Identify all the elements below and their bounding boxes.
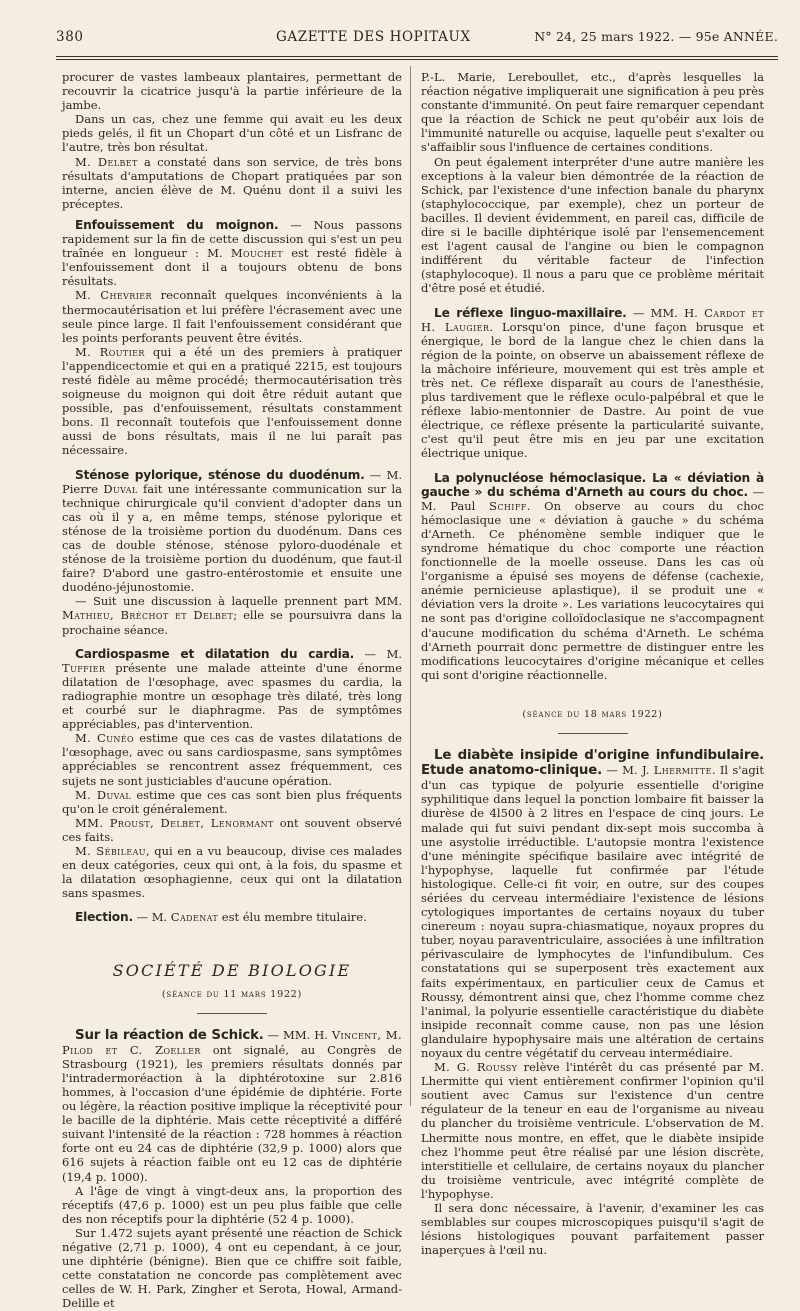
paragraph-text: . On observe au cours du choc hémoclasique une « déviation à gauche » du schéma d'Arneth. Ce phénomène semble indiquer que le syndrome hématique du choc comporte une réaction fonctionnelle de la moelle osseuse. Dans les cas où l'organisme a épuisé ses moyens de défense (cachexie, anémie pernicieuse aplastique), il se produit une « déviation vers la droite ». Les variations leucocytaires qui ne sont pas d'origine colloïdoclasique ne s'accompagnent d'aucune modification du schéma d'Arneth. Le schéma d'Arneth pourrait donc permettre de distinguer entre les modifications leucocytaires d'origine mécanique et celles qui sont d'origine réactionnelle. (421, 498, 764, 682)
column-divider (410, 66, 411, 1106)
paragraph-text: — Nous passons rapidement sur la fin de cette discussion qui s'est un peu traînée en longueur : M. (62, 217, 402, 261)
paragraph-text: estime que ces cas sont bien plus fréquents qu'on le croit généralement. (62, 787, 402, 816)
paragraph (62, 844, 402, 900)
author-name: Cadenat (170, 910, 219, 925)
paragraph-text: qui a été un des premiers à pratiquer l'appendicectomie et qui en a pratiqué 2215, est toujours resté fidèle au même procédé; thermocautérisation très soigneuse du moignon qui doit être réduit autant que possible, pas d'enfouissement, résultats constamment bons. Il reconnaît toutefois que l'enfouissement donne aussi de bons résultats, mais il ne lui paraît pas nécessaire. (62, 344, 403, 458)
page-header (56, 29, 778, 49)
author-name: M. Cunéo (75, 731, 134, 746)
author-names: Vincent, M. Pilod et C. Zoeller (62, 1027, 402, 1057)
paragraph (62, 816, 402, 844)
right-column (421, 70, 765, 1258)
paragraph-text: présente une malade atteinte d'une énorme dilatation de l'œsophage, avec spasmes du cardia, la radiographie montre un œsophage très dilaté, très long et courbé sur le diaphragme. Pas de symptômes appréciables, pas d'intervention. (62, 660, 402, 732)
paragraph (421, 1060, 764, 1201)
issue-info: N° 24, 25 mars 1922. — 95e ANNÉE. (534, 29, 778, 44)
author-names: Cardot et H. Laugier (421, 305, 765, 334)
author-name: M. Routier (75, 344, 145, 359)
paragraph (62, 345, 402, 458)
paragraph (62, 155, 402, 211)
society-title: SOCIÉTÉ DE BIOLOGIE (112, 961, 352, 981)
paragraph: On peut également interpréter d'une autre manière les exceptions à la valeur bien démontrée de la réaction de Schick, par l'existence d'une infection banale du pharynx (staphylococcique, par exemple), chez un porteur de bacilles. Il devient évidemment, en pareil cas, difficile de dire si le bacille diphtérique isolé par l'ensemencement est l'agent causal de l'angine ou bien le compagnon indifférent du véritable facteur de l'infection (staphylocoque). Il nous a paru que ce problème méritait d'être posé et étudié. (421, 154, 764, 296)
paragraph-text: estime que ces cas de vastes dilatations de l'œsophage, avec ou sans cardiospasme, sans symptômes appréciables se rencontrent assez fréquemment, ces sujets ne sont justiciables d'aucune opération. (62, 731, 402, 788)
author-name: Lhermitte (653, 763, 712, 778)
paragraph-text: reconnaît quelques inconvénients à la thermocautérisation et lui préfère l'écrasement avec une seule pince large. Il fait l'enfouissement considérant que les points perforants peuvent être évités. (62, 288, 402, 345)
paragraph-text: est élu membre titulaire. (218, 910, 367, 925)
section-enfouissement (62, 218, 402, 288)
author-name: M. Chevrier (75, 288, 152, 303)
paragraph-text: , qui en a vu beaucoup, divise ces malades en deux catégories, ceux qui ont, à la fois, du spasme et la dilatation œsophagienne, ceux qui ont la dilatation sans spasmes. (62, 843, 403, 901)
author-name: M. Duval (75, 787, 132, 802)
paragraph: procurer de vastes lambeaux plantaires, permettant de recouvrir la cicatrice jusqu'à la partie inférieure de la jambe. (62, 70, 402, 113)
section-heading: Enfouissement du moignon. (75, 217, 279, 232)
section-rule (197, 1013, 267, 1014)
author-name: M. Sébileau (75, 843, 146, 858)
section-heading: Sur la réaction de Schick. (75, 1027, 264, 1043)
header-rule-thin (56, 59, 778, 60)
paragraph (62, 731, 402, 787)
section-heading: Le réflexe linguo-maxillaire. (434, 305, 627, 320)
section-schick (62, 1028, 402, 1184)
session-date: (séance du 11 mars 1922) (161, 988, 303, 1000)
paragraph-text: — M. Paul (421, 484, 765, 513)
section-stenose (62, 468, 402, 595)
section-cardiospasme (62, 647, 402, 732)
journal-title: GAZETTE DES HOPITAUX (276, 29, 471, 45)
section-heading: Sténose pylorique, sténose du duodénum. (75, 467, 365, 482)
section-diabete (421, 748, 764, 1060)
paragraph-text: — M. Pierre (62, 467, 402, 496)
paragraph-text: fait une intéressante communication sur la technique chirurgicale qu'il convient d'adopter dans un cas où il y a, en même temps, sténose pylorique et sténose de la troisième portion du duodénum. Dans ces cas de double sténose, sténose pyloro-duodénale et sténose de la troisième portion du duodénum, que faut-il faire? D'abord une gastro-entérostomie et ensuite une duodéno-jéjunostomie. (62, 481, 402, 595)
author-name: Mouchet (230, 246, 283, 261)
page-number: 380 (56, 29, 84, 45)
author-name: Duval (103, 481, 138, 496)
paragraph-text: a constaté dans son service, de très bons résultats d'amputations de Chopart pratiquées par son interne, ancien élève de M. Quénu dont il a suivi les préceptes. (62, 154, 402, 211)
author-name: M. G. Roussy (434, 1060, 518, 1075)
paragraph: Il sera donc nécessaire, à l'avenir, d'examiner les cas semblables sur coupes microscopiques puisqu'il s'agit de lésions histologiques pouvant parfaitement passer inaperçues à l'œil nu. (421, 1201, 764, 1258)
paragraph-text: ; elle se poursuivra dans la prochaine séance. (62, 608, 402, 637)
session-date: (séance du 18 mars 1922) (522, 708, 663, 720)
paragraph (62, 288, 402, 344)
section-polynucleose (421, 471, 764, 682)
author-names: Mathieu, Bréchot et Delbet (62, 608, 234, 623)
author-name: M. Delbet (75, 154, 138, 169)
paragraph-text: — Suit une discussion à laquelle prennent part MM. (75, 594, 402, 609)
header-rule-thick (56, 56, 778, 57)
left-column (62, 70, 403, 1311)
paragraph (62, 788, 402, 816)
author-name: Schiff (489, 498, 527, 513)
paragraph-text: — M. (354, 646, 403, 661)
paragraph: Dans un cas, chez une femme qui avait eu les deux pieds gelés, il fit un Chopart d'un côté et un Lisfranc de l'autre, très bon résultat. (62, 112, 402, 155)
paragraph-text: . Il s'agit d'un cas typique de polyurie essentielle d'origine syphilitique dans lequel la ponction lombaire fit baisser la diurèse de 4l500 à 2 litres en l'espace de cinq jours. Le malade qui fut suivi pendant dix-sept mois succomba à une asystolie irréductible. L'autopsie montra l'existence d'une méningite spécifique basilaire avec intégrité de l'hypophyse, laquelle fut confirmée par l'étude histologique. Celle-ci fit voir, en outre, sur des coupes sériées du cerveau intermédiaire l'existence de lésions cytologiques importantes de certains noyaux du tuber cinereum : noyau supra-chiasmatique, noyaux propres du tuber, noyau paraventriculaire, associées à une infiltration périvasculaire de lymphocytes de l'infundibulum. Ces constatations qui se superposent très exactement aux faits expérimentaux, en particulier ceux de Camus et Roussy, démontrent ainsi que, chez l'homme comme chez l'animal, la polyurie essentielle caractéristique du diabète insipide reconnaît comme cause, non pas une lésion glandulaire hypophysaire mais une altération de certains noyaux du centre végétatif du cerveau intermédiaire. (421, 763, 764, 1060)
paragraph-text: relève l'intérêt du cas présenté par M. Lhermitte qui vient entièrement confirmer l'opinion qu'il soutient avec Camus sur l'existence d'un centre régulateur de la teneur en eau de l'organisme au niveau du plancher du troisième ventricule. L'observation de M. Lhermitte nous montre, en effet, que le diabète insipide chez l'homme peut être réalisé par une lésion discrète, interstitielle et cellulaire, de certains noyaux du plancher du troisième ventricule, avec intégrité complète de l'hypophyse. (421, 1060, 764, 1201)
author-names: MM. Proust, Delbet, Lenormant (75, 815, 274, 830)
paragraph (62, 594, 402, 636)
paragraph-text: — MM. H. (263, 1027, 332, 1042)
section-heading: Election. (75, 910, 133, 925)
paragraph-text: est resté fidèle à l'enfouissement dont il a toujours obtenu de bons résultats. (62, 246, 403, 289)
paragraph: A l'âge de vingt à vingt-deux ans, la proportion des réceptifs (47,6 p. 1000) est un peu plus faible que celle des non réceptifs pour la diphtérie (52 4 p. 1000). (62, 1183, 402, 1226)
paragraph-text: ont souvent observé ces faits. (62, 815, 402, 844)
section-heading: La polynucléose hémoclasique. La « déviation à gauche » du schéma d'Arneth au cours du choc. (421, 470, 764, 499)
paragraph-text: ont signalé, au Congrès de Strasbourg (1921), les premiers résultats donnés par l'intradermoréaction à la diphtérotoxine sur 2.816 hommes, à l'occasion d'une épidémie de diphtérie. Forte ou légère, la réaction positive implique la réceptivité pour le bacille de la diphtérie. Mais cette réceptivité a différé suivant l'intensité de la réaction : 728 hommes à réaction forte ont eu 24 cas de diphtérie (32,9 p. 1000) alors que 616 sujets à réaction faible ont eu 12 cas de diphtérie (19,4 p. 1000). (62, 1042, 402, 1184)
paragraph: Sur 1.472 sujets ayant présenté une réaction de Schick négative (2,71 p. 1000), 4 ont eu cependant, à ce jour, une diphtérie (bénigne). Bien que ce chiffre soit faible, cette constatation ne concorde pas complètement avec celles de W. H. Park, Zingher et Serota, Howal, Armand-Delille et (62, 1225, 402, 1311)
paragraph-text: — MM. H. (626, 305, 705, 320)
section-heading: Le diabète insipide d'origine infundibulaire. Etude anatomo-clinique. (421, 748, 764, 779)
author-name: Tuffier (62, 660, 106, 675)
paragraph-text: — M. J. (601, 763, 654, 778)
section-election (62, 910, 402, 924)
paragraph-text: . Lorsqu'on pince, d'une façon brusque et énergique, le bord de la langue chez le chien dans la région de la pointe, on observe un abaissement réflexe de la mâchoire inférieure, mouvement qui est très ample et très net. Ce réflexe disparaît au cours de l'anesthésie, plus tardivement que le réflexe oculo-palpébral et que le réflexe labio-mentonnier de Dastre. Au point de vue électrique, ce réflexe présente la particularité suivante, c'est qu'il peut être mis en jeu par une excitation électrique unique. (421, 319, 764, 461)
section-reflexe (421, 306, 764, 461)
paragraph-text: — M. (132, 910, 171, 925)
paragraph: P.-L. Marie, Lereboullet, etc., d'après lesquelles la réaction négative impliquerait une signification à peu près constante d'immunité. On peut faire remarquer cependant que la réaction de Schick ne peut qu'obéir aux lois de l'immunité naturelle ou acquise, laquelle peut s'exalter ou s'affaiblir sous l'influence de certaines conditions. (421, 70, 764, 155)
section-rule (558, 733, 628, 734)
section-heading: Cardiospasme et dilatation du cardia. (75, 646, 355, 661)
